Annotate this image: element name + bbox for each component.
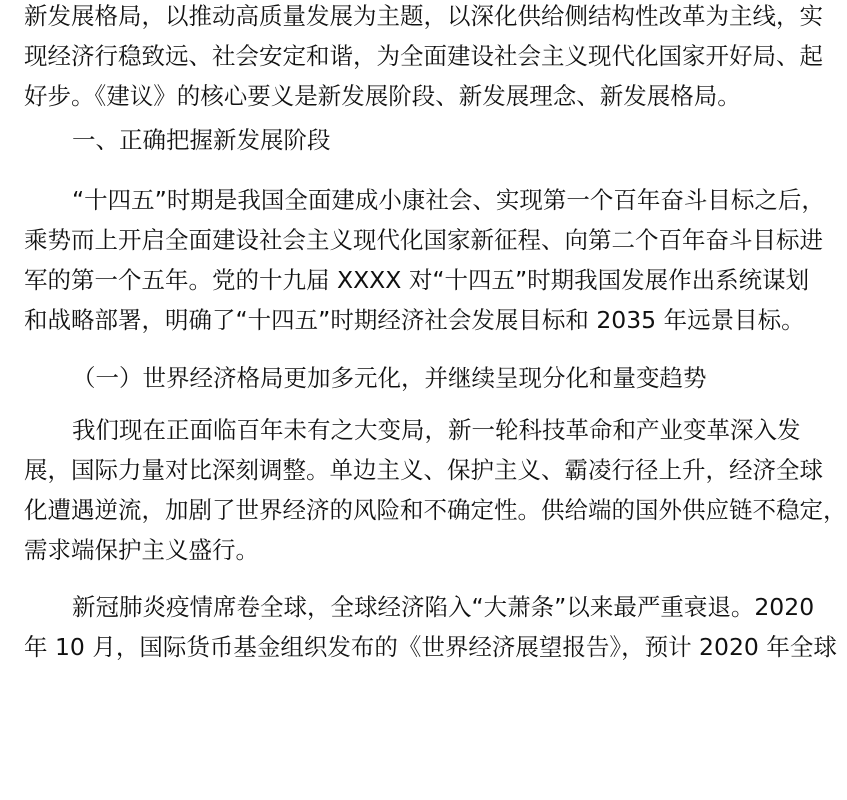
paragraph-line: 好步。《建议》的核心要义是新发展阶段、新发展理念、新发展格局。 (24, 82, 741, 110)
paragraph-line: 现经济行稳致远、社会安定和谐，为全面建设社会主义现代化国家开好局、起 (24, 42, 823, 70)
subsection-heading: （一）世界经济格局更加多元化，并继续呈现分化和量变趋势 (72, 364, 707, 392)
paragraph-line: 我们现在正面临百年未有之大变局，新一轮科技革命和产业变革深入发 (72, 416, 801, 444)
paragraph-line: 新发展格局，以推动高质量发展为主题，以深化供给侧结构性改革为主线，实 (24, 2, 823, 30)
paragraph-line: “十四五”时期是我国全面建成小康社会、实现第一个百年奋斗目标之后， (72, 186, 825, 214)
section-heading: 一、正确把握新发展阶段 (72, 126, 331, 154)
paragraph-line: 乘势而上开启全面建设社会主义现代化国家新征程、向第二个百年奋斗目标进 (24, 226, 823, 254)
paragraph-line: 展，国际力量对比深刻调整。单边主义、保护主义、霸凌行径上升，经济全球 (24, 456, 823, 484)
paragraph-line: 需求端保护主义盛行。 (24, 536, 259, 564)
paragraph-line: 和战略部署，明确了“十四五”时期经济社会发展目标和 2035 年远景目标。 (24, 306, 805, 334)
paragraph-line: 军的第一个五年。党的十九届 XXXX 对“十四五”时期我国发展作出系统谋划 (24, 266, 810, 294)
paragraph-line: 年 10 月，国际货币基金组织发布的《世界经济展望报告》，预计 2020 年全球 (24, 633, 837, 661)
paragraph-line: 化遭遇逆流，加剧了世界经济的风险和不确定性。供给端的国外供应链不稳定， (24, 496, 847, 524)
paragraph-line: 新冠肺炎疫情席卷全球，全球经济陷入“大萧条”以来最严重衰退。2020 (72, 593, 815, 621)
